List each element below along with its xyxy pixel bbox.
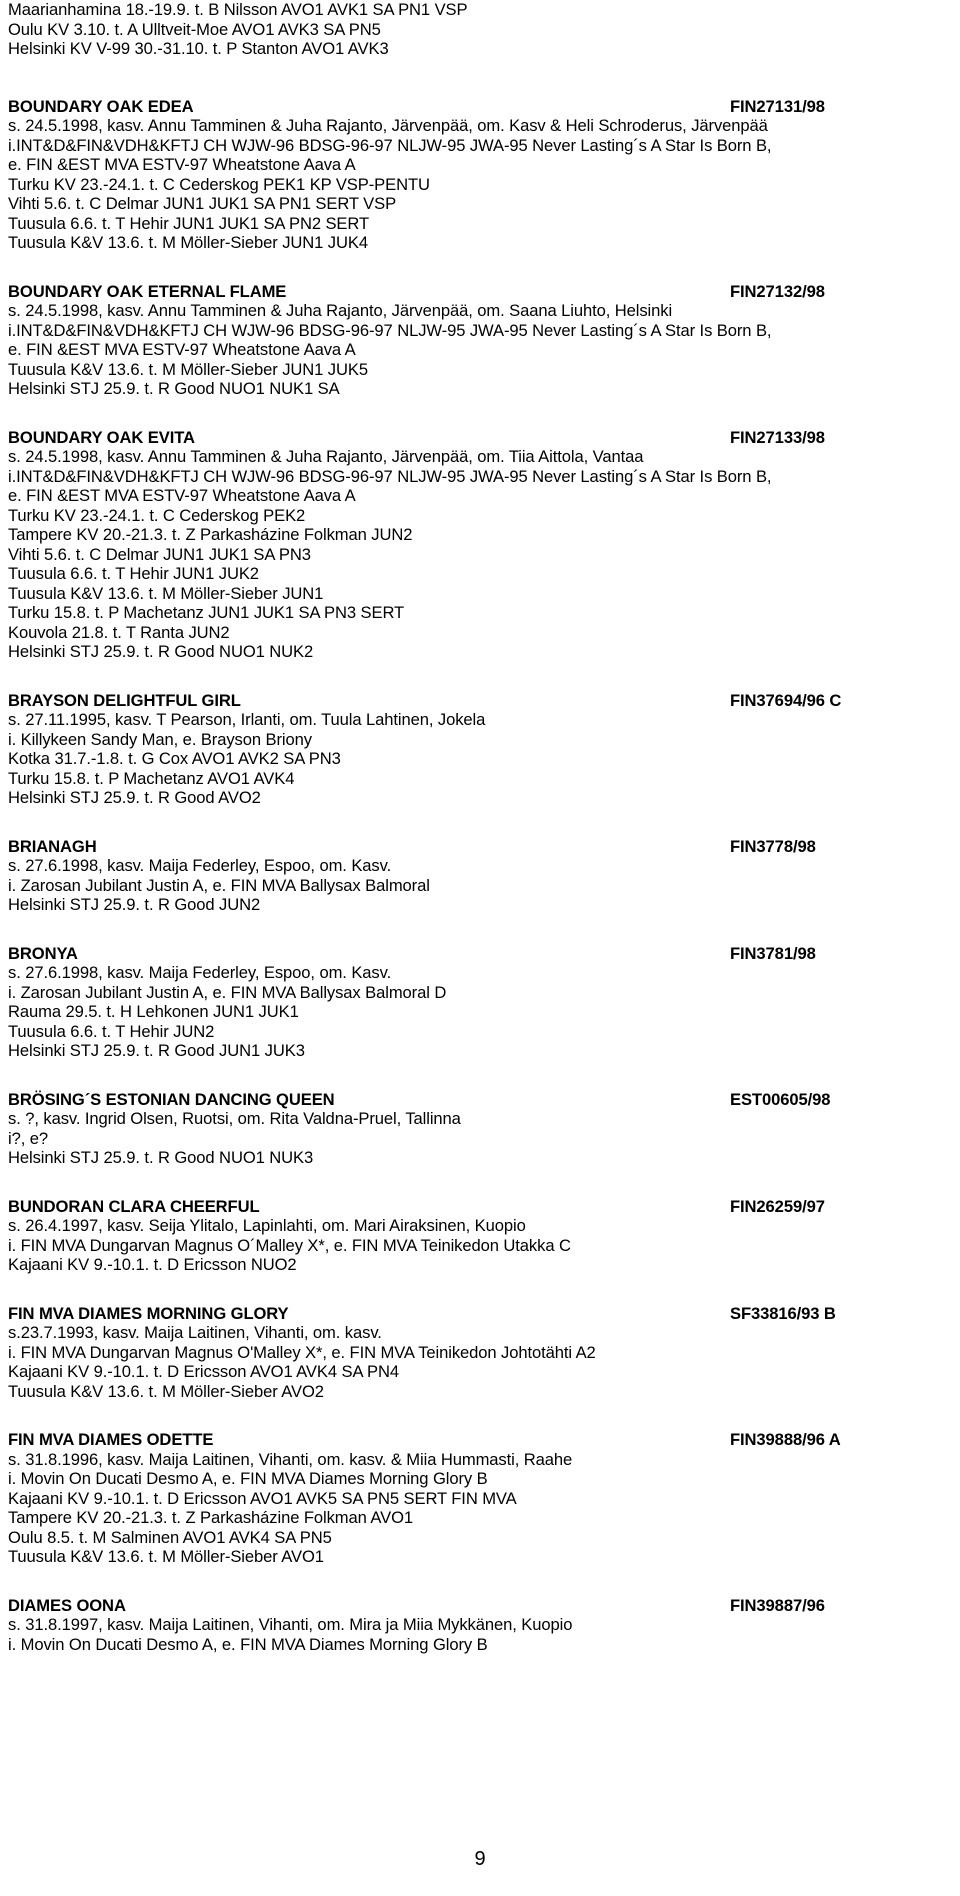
entry-heading [8,282,948,302]
entry-line: Helsinki STJ 25.9. t. R Good JUN2 [8,895,261,914]
entries-list [8,97,948,1655]
entry-line: i.INT&D&FIN&VDH&KFTJ CH WJW-96 BDSG-96-97 NLJW-95 JWA-95 Never Lasting´s A Star Is Born B, [8,466,772,486]
dog-name: BUNDORAN CLARA CHEERFUL [8,1196,260,1216]
entry-heading [8,944,948,964]
entry-line: i. Movin On Ducati Desmo A, e. FIN MVA Diames Morning Glory B [8,1469,488,1488]
entry-line: Tuusula K&V 13.6. t. M Möller-Sieber JUN1 JUK5 [8,359,368,379]
dog-entry [8,1596,948,1655]
entry-line: s. 26.4.1997, kasv. Seija Ylitalo, Lapinlahti, om. Mari Airaksinen, Kuopio [8,1216,526,1235]
registration-number: FIN27131/98 [730,96,825,116]
entry-line: Vihti 5.6. t. C Delmar JUN1 JUK1 SA PN1 SERT VSP [8,194,397,213]
entry-line: s. 31.8.1997, kasv. Maija Laitinen, Vihanti, om. Mira ja Miia Mykkänen, Kuopio [8,1615,573,1634]
dog-entry [8,97,948,253]
entry-line: Tampere KV 20.-21.3. t. Z Parkasházine Folkman JUN2 [8,525,413,544]
registration-number: FIN37694/96 C [730,690,842,710]
entry-line: i. Zarosan Jubilant Justin A, e. FIN MVA Ballysax Balmoral [8,875,430,895]
registration-number: FIN3778/98 [730,836,816,856]
entry-line: Rauma 29.5. t. H Lehkonen JUN1 JUK1 [8,1002,299,1021]
dog-entry [8,1304,948,1402]
lead-line: Helsinki KV V-99 30.-31.10. t. P Stanton AVO1 AVK3 [8,39,389,58]
registration-number: FIN26259/97 [730,1196,825,1216]
dog-name: BOUNDARY OAK ETERNAL FLAME [8,281,287,301]
entry-line: Kajaani KV 9.-10.1. t. D Ericsson AVO1 AVK4 SA PN4 [8,1362,399,1381]
lead-line: Oulu KV 3.10. t. A Ulltveit-Moe AVO1 AVK3 SA PN5 [8,19,381,39]
entry-line: Helsinki STJ 25.9. t. R Good NUO1 NUK3 [8,1148,314,1167]
entry-heading [8,1090,948,1110]
entry-line: Kouvola 21.8. t. T Ranta JUN2 [8,622,230,642]
dog-name: FIN MVA DIAMES MORNING GLORY [8,1303,289,1323]
entry-line: Vihti 5.6. t. C Delmar JUN1 JUK1 SA PN3 [8,544,311,564]
entry-line: Tuusula K&V 13.6. t. M Möller-Sieber JUN1 JUK4 [8,233,368,252]
entry-line: s. 27.6.1998, kasv. Maija Federley, Espoo, om. Kasv. [8,963,392,982]
entry-heading [8,1596,948,1616]
entry-line: e. FIN &EST MVA ESTV-97 Wheatstone Aava A [8,486,356,505]
entry-line: Turku 15.8. t. P Machetanz AVO1 AVK4 [8,768,295,788]
entry-line: Tuusula K&V 13.6. t. M Möller-Sieber JUN1 [8,583,324,603]
entry-line: s. 27.11.1995, kasv. T Pearson, Irlanti, om. Tuula Lahtinen, Jokela [8,710,486,729]
dog-name: BOUNDARY OAK EDEA [8,96,194,116]
dog-entry [8,691,948,808]
registration-number: FIN39887/96 [730,1595,825,1615]
entry-line: s. 24.5.1998, kasv. Annu Tamminen & Juha Rajanto, Järvenpää, om. Saana Liuhto, Helsinki [8,301,673,320]
entry-line: i.INT&D&FIN&VDH&KFTJ CH WJW-96 BDSG-96-97 NLJW-95 JWA-95 Never Lasting´s A Star Is Born B, [8,320,772,340]
entry-line: i?, e? [8,1128,48,1148]
entry-line: Tuusula K&V 13.6. t. M Möller-Sieber AVO1 [8,1547,324,1566]
entry-line: s. 31.8.1996, kasv. Maija Laitinen, Vihanti, om. kasv. & Miia Hummasti, Raahe [8,1449,573,1469]
entry-line: Turku 15.8. t. P Machetanz JUN1 JUK1 SA PN3 SERT [8,603,405,622]
dog-entry [8,1430,948,1567]
dog-entry [8,1090,948,1168]
dog-name: FIN MVA DIAMES ODETTE [8,1430,214,1449]
registration-number: FIN27132/98 [730,281,825,301]
dog-entry [8,1197,948,1275]
dog-name: BRIANAGH [8,836,97,856]
registration-number: EST00605/98 [730,1089,831,1109]
dog-name: BRAYSON DELIGHTFUL GIRL [8,690,241,710]
entry-line: Tuusula 6.6. t. T Hehir JUN1 JUK2 [8,564,259,583]
entry-heading [8,691,948,711]
entry-line: i. Movin On Ducati Desmo A, e. FIN MVA Diames Morning Glory B [8,1634,488,1654]
entry-line: Turku KV 23.-24.1. t. C Cederskog PEK1 KP VSP-PENTU [8,174,430,194]
dog-name: BRONYA [8,943,78,963]
entry-heading [8,1304,948,1324]
spacer [8,59,948,97]
registration-number: FIN27133/98 [730,427,825,447]
dog-entry [8,944,948,1061]
entry-line: Helsinki STJ 25.9. t. R Good NUO1 NUK2 [8,642,314,661]
entry-line: Oulu 8.5. t. M Salminen AVO1 AVK4 SA PN5 [8,1527,332,1547]
entry-line: Tampere KV 20.-21.3. t. Z Parkasházine Folkman AVO1 [8,1508,414,1527]
entry-line: Kotka 31.7.-1.8. t. G Cox AVO1 AVK2 SA PN3 [8,749,341,768]
entry-line: Kajaani KV 9.-10.1. t. D Ericsson AVO1 AVK5 SA PN5 SERT FIN MVA [8,1488,517,1508]
page-number: 9 [474,1848,486,1870]
entry-line: Helsinki STJ 25.9. t. R Good AVO2 [8,788,261,807]
entry-line: Turku KV 23.-24.1. t. C Cederskog PEK2 [8,505,306,525]
entry-heading [8,1430,948,1450]
entry-line: Tuusula K&V 13.6. t. M Möller-Sieber AVO2 [8,1381,324,1401]
entry-heading [8,97,948,117]
dog-entry [8,428,948,662]
dog-name: DIAMES OONA [8,1595,126,1615]
entry-line: i. FIN MVA Dungarvan Magnus O'Malley X*, e. FIN MVA Teinikedon Johtotähti A2 [8,1342,596,1362]
document-page [8,0,948,1654]
dog-name: BRÖSING´S ESTONIAN DANCING QUEEN [8,1089,335,1109]
lead-line: Maarianhamina 18.-19.9. t. B Nilsson AVO1 AVK1 SA PN1 VSP [8,0,468,19]
entry-line: i. Killykeen Sandy Man, e. Brayson Briony [8,729,312,749]
entry-heading [8,428,948,448]
entry-heading [8,837,948,857]
entry-line: e. FIN &EST MVA ESTV-97 Wheatstone Aava A [8,155,356,174]
entry-line: Kajaani KV 9.-10.1. t. D Ericsson NUO2 [8,1255,297,1274]
entry-line: Tuusula 6.6. t. T Hehir JUN2 [8,1021,215,1041]
entry-line: i. FIN MVA Dungarvan Magnus O´Malley X*, e. FIN MVA Teinikedon Utakka C [8,1235,571,1255]
entry-line: s. 24.5.1998, kasv. Annu Tamminen & Juha Rajanto, Järvenpää, om. Tiia Aittola, Vantaa [8,447,644,466]
entry-line: Helsinki STJ 25.9. t. R Good NUO1 NUK1 SA [8,379,340,398]
entry-line: Helsinki STJ 25.9. t. R Good JUN1 JUK3 [8,1041,305,1060]
entry-line: e. FIN &EST MVA ESTV-97 Wheatstone Aava A [8,340,356,359]
registration-number: FIN39888/96 A [730,1430,841,1449]
entry-line: i.INT&D&FIN&VDH&KFTJ CH WJW-96 BDSG-96-97 NLJW-95 JWA-95 Never Lasting´s A Star Is Born B, [8,135,772,155]
entry-line: s. 27.6.1998, kasv. Maija Federley, Espoo, om. Kasv. [8,856,392,875]
entry-line: s. 24.5.1998, kasv. Annu Tamminen & Juha Rajanto, Järvenpää, om. Kasv & Heli Schroderus, Järvenpää [8,116,768,135]
lead-lines [8,0,948,59]
entry-line: i. Zarosan Jubilant Justin A, e. FIN MVA Ballysax Balmoral D [8,982,447,1002]
dog-entry [8,282,948,399]
registration-number: SF33816/93 B [730,1303,836,1323]
registration-number: FIN3781/98 [730,943,816,963]
dog-name: BOUNDARY OAK EVITA [8,427,195,447]
entry-line: Tuusula 6.6. t. T Hehir JUN1 JUK1 SA PN2 SERT [8,213,370,233]
entry-line: s.23.7.1993, kasv. Maija Laitinen, Vihanti, om. kasv. [8,1323,382,1342]
dog-entry [8,837,948,915]
entry-line: s. ?, kasv. Ingrid Olsen, Ruotsi, om. Rita Valdna-Pruel, Tallinna [8,1109,461,1128]
entry-heading [8,1197,948,1217]
